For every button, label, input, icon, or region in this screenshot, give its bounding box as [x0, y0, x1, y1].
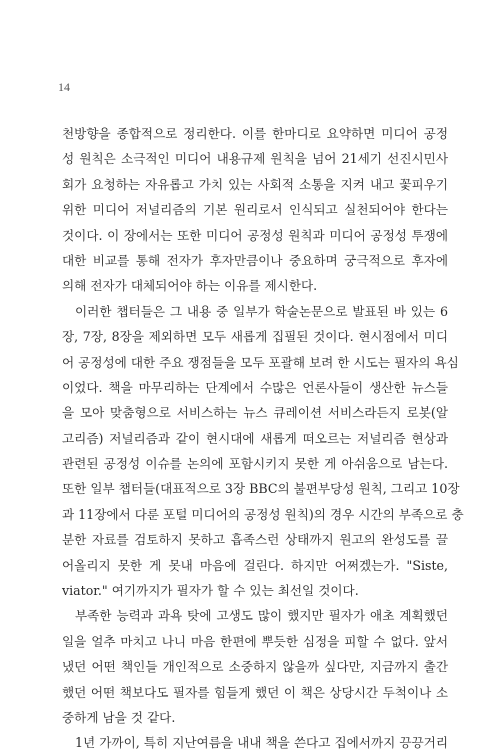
paragraph-4: [62, 730, 448, 755]
text-line: 고리즘) 저널리즘과 같이 현시대에 새롭게 떠오르는 저널리즘 현상과: [62, 430, 448, 446]
paragraph-3: [62, 603, 448, 730]
body-text: [62, 121, 464, 756]
text-line: 과 11장에서 다룬 포털 미디어의 공정성 원칙)의 경우 시간의 부족으로 충: [62, 506, 464, 522]
page-number: 14: [58, 80, 70, 94]
text-line: 중하게 남을 것 같다.: [62, 709, 176, 725]
text-line: 이러한 챕터들은 그 내용 중 일부가 학술논문으로 발표된 바 있는 6: [75, 303, 448, 319]
text-line: 부족한 능력과 과욕 탓에 고생도 많이 했지만 필자가 애초 계획했던: [75, 608, 448, 624]
text-line: 했던 어떤 책보다도 필자를 힘들게 했던 이 책은 상당시간 두척이나 소: [62, 684, 448, 700]
text-line: viator." 여기까지가 필자가 할 수 있는 최선일 것이다.: [62, 583, 359, 599]
text-line: 분한 자료를 검토하지 못하고 흡족스런 상태까지 원고의 완성도를 끌: [62, 532, 448, 548]
text-line: 냈던 어떤 책인들 개인적으로 소중하지 않을까 싶다만, 지금까지 출간: [62, 659, 448, 675]
text-line: 어올리지 못한 게 못내 마음에 걸린다. 하지만 어쩌겠는가. "Siste,: [62, 557, 448, 573]
text-line: 관련된 공정성 이슈를 논의에 포함시키지 못한 게 아쉬움으로 남는다.: [62, 456, 448, 472]
text-line: 것이다. 이 장에서는 또한 미디어 공정성 원칙과 미디어 공정성 투쟁에: [62, 227, 448, 243]
text-line: 1년 가까이, 특히 지난여름을 내내 책을 쓴다고 집에서까지 끙끙거리: [75, 735, 448, 751]
paragraph-1: [62, 121, 448, 299]
text-line: 장, 7장, 8장을 제외하면 모두 새롭게 집필된 것이다. 현시점에서 미디: [62, 329, 448, 345]
text-line: 의해 전자가 대체되어야 하는 이유를 제시한다.: [62, 278, 318, 294]
text-line: 을 모아 맞춤형으로 서비스하는 뉴스 큐레이션 서비스라든지 로봇(알: [62, 405, 448, 421]
text-line: 일을 얼추 마치고 나니 마음 한편에 뿌듯한 심정을 피할 수 없다. 앞서: [62, 633, 448, 649]
text-line: 위한 미디어 저널리즘의 기본 원리로서 인식되고 실천되어야 한다는: [62, 202, 448, 218]
text-line: 또한 일부 챕터들(대표적으로 3장 BBC의 불편부당성 원칙, 그리고 10장: [62, 481, 460, 497]
paragraph-2: [62, 299, 464, 604]
text-line: 어 공정성에 대한 주요 쟁점들을 모두 포괄해 보려 한 시도는 필자의 욕심: [62, 354, 459, 370]
text-line: 천방향을 종합적으로 정리한다. 이를 한마디로 요약하면 미디어 공정: [62, 126, 448, 141]
text-line: 성 원칙은 소극적인 미디어 내용규제 원칙을 넘어 21세기 선진시민사: [62, 151, 448, 167]
text-line: 대한 비교를 통해 전자가 후자만큼이나 중요하며 궁극적으로 후자에: [62, 252, 448, 268]
text-line: 이었다. 책을 마무리하는 단계에서 수많은 언론사들이 생산한 뉴스들: [62, 379, 448, 395]
text-line: 회가 요청하는 자유롭고 가치 있는 사회적 소통을 지켜 내고 꽃피우기: [62, 176, 448, 192]
